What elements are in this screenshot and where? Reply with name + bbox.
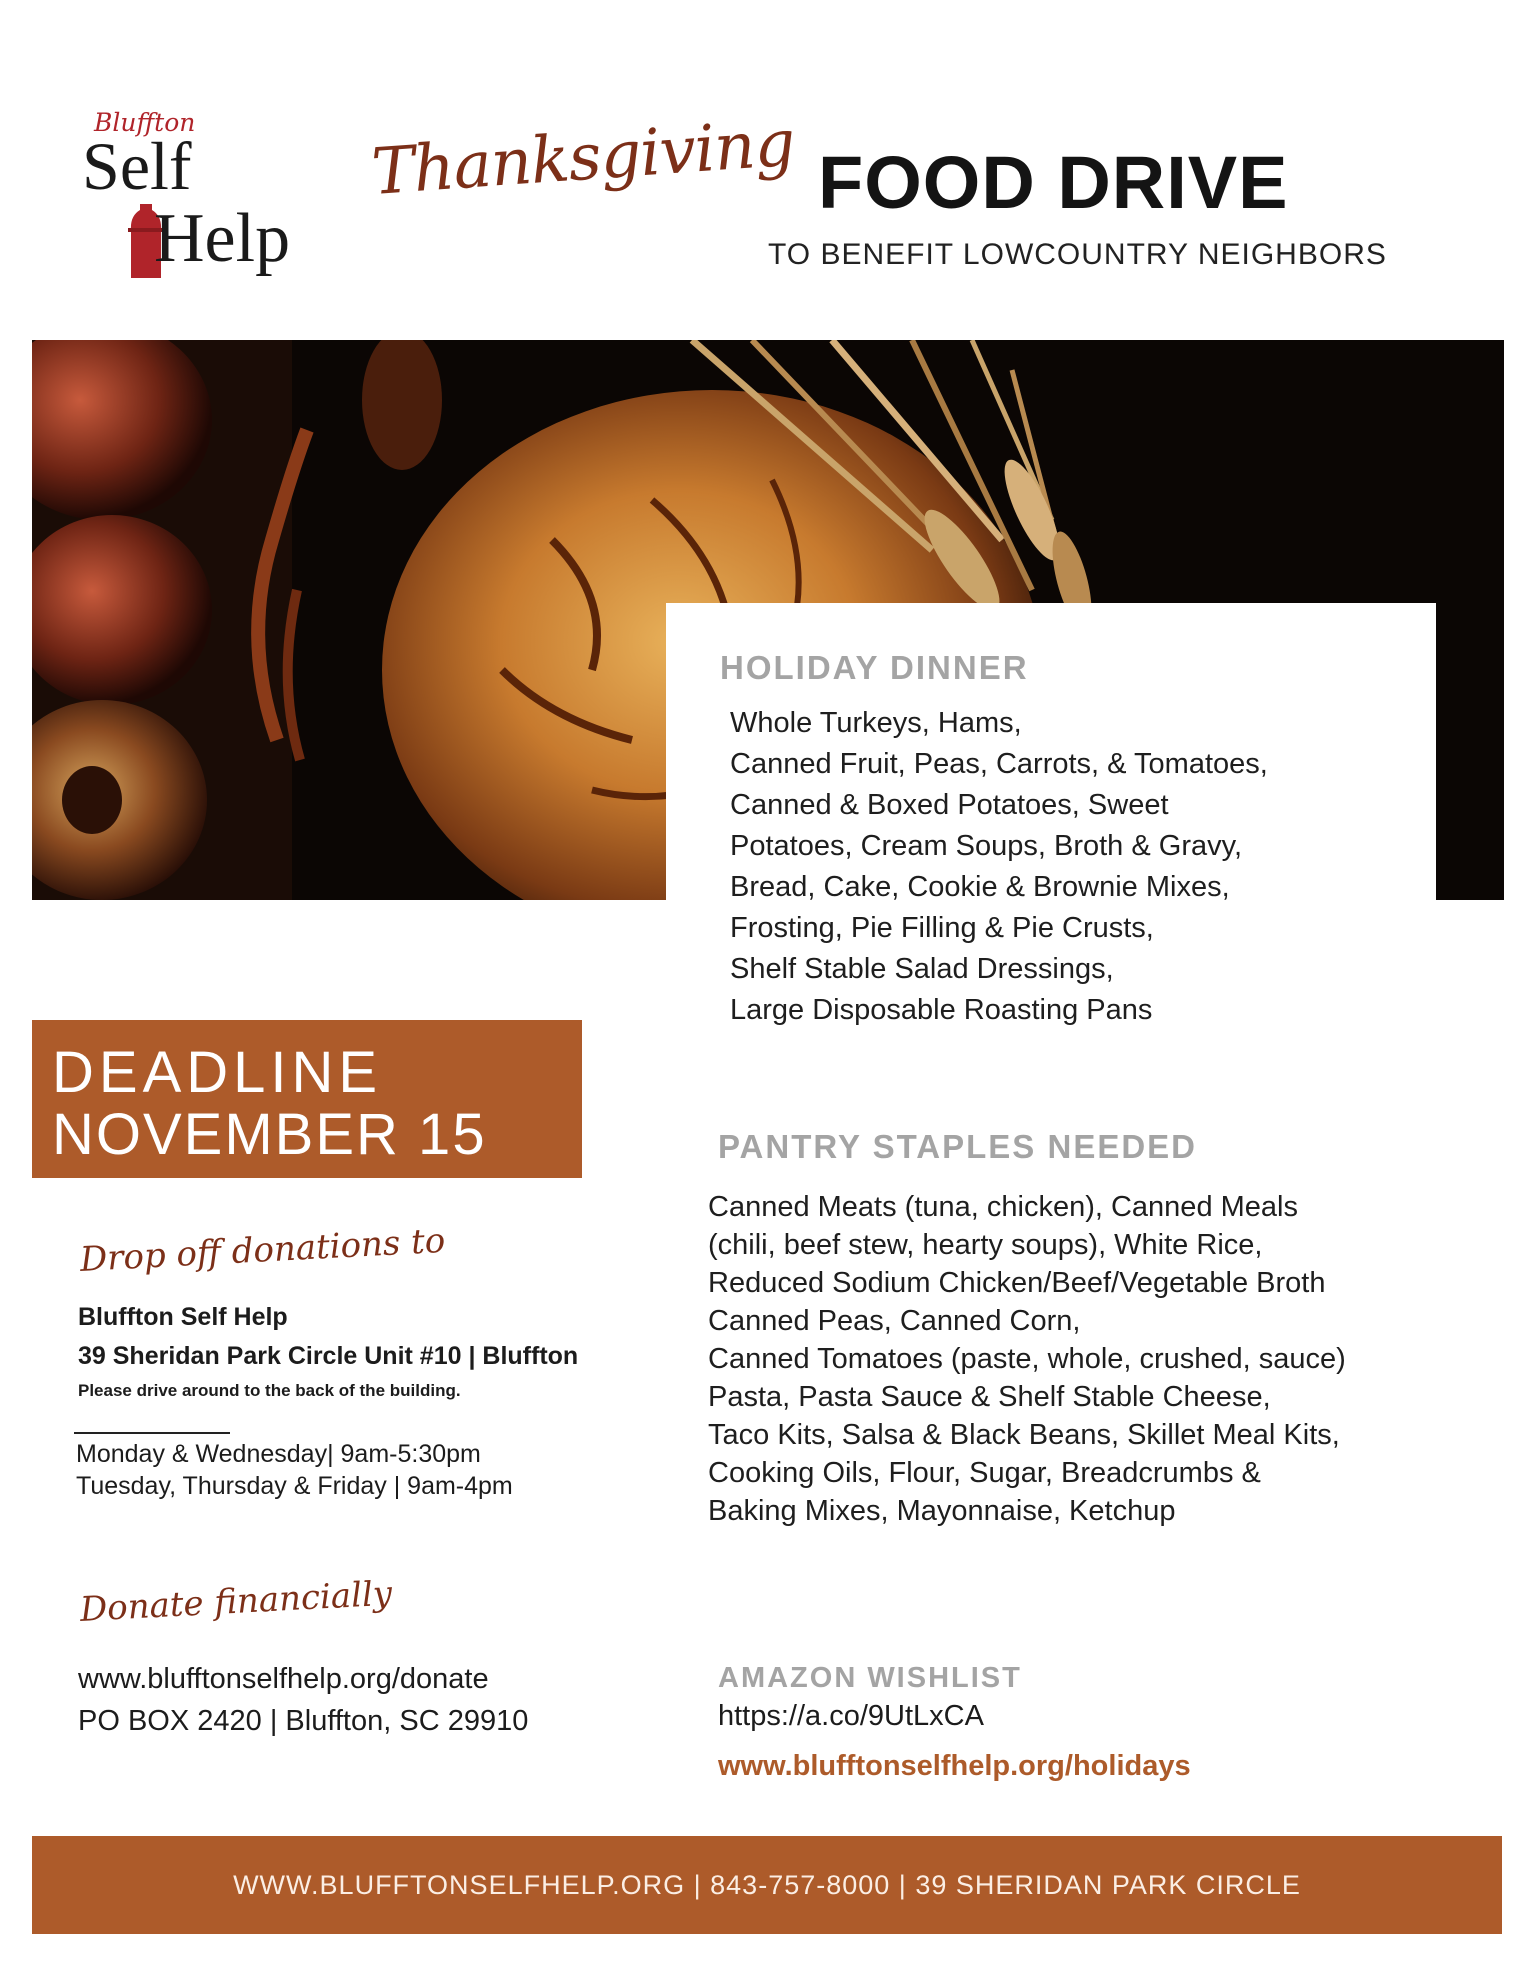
dropoff-address: 39 Sheridan Park Circle Unit #10 | Bluffton (78, 1342, 579, 1370)
pantry-list (708, 1188, 1346, 1530)
pantry-heading: PANTRY STAPLES NEEDED (718, 1128, 1198, 1165)
list-item: (chili, beef stew, hearty soups), White Rice, (708, 1229, 1263, 1261)
list-item: Canned Tomatoes (paste, whole, crushed, sauce) (708, 1343, 1346, 1375)
holidays-link[interactable]: www.blufftonselfhelp.org/holidays (718, 1750, 1191, 1782)
list-item: Canned Peas, Canned Corn, (708, 1305, 1081, 1337)
dropoff-note: Please drive around to the back of the building. (78, 1381, 461, 1400)
list-item: Whole Turkeys, Hams, (730, 707, 1022, 739)
deadline-label: DEADLINE (52, 1040, 383, 1105)
title-script: Thanksgiving (369, 106, 797, 210)
holiday-dinner-list (730, 703, 1268, 1031)
list-item: Shelf Stable Salad Dressings, (730, 953, 1114, 985)
logo-word-self: Self (82, 128, 192, 204)
list-item: Canned Meats (tuna, chicken), Canned Meals (708, 1191, 1298, 1223)
amazon-wishlist-link[interactable]: https://a.co/9UtLxCA (718, 1700, 984, 1732)
footer-contact-text: WWW.BLUFFTONSELFHELP.ORG | 843-757-8000 | 39 SHERIDAN PARK CIRCLE (233, 1869, 1301, 1900)
donate-heading: Donate financially (78, 1573, 393, 1630)
po-box-address: PO BOX 2420 | Bluffton, SC 29910 (78, 1705, 529, 1737)
list-item: Reduced Sodium Chicken/Beef/Vegetable Broth (708, 1267, 1326, 1299)
page-subtitle: TO BENEFIT LOWCOUNTRY NEIGHBORS (768, 238, 1387, 271)
list-item: Pasta, Pasta Sauce & Shelf Stable Cheese, (708, 1381, 1271, 1413)
list-item: Bread, Cake, Cookie & Brownie Mixes, (730, 871, 1230, 903)
page-title: FOOD DRIVE (818, 141, 1289, 224)
holiday-dinner-heading: HOLIDAY DINNER (720, 649, 1029, 686)
logo-script-text: Bluffton (94, 108, 196, 137)
donate-link[interactable]: www.blufftonselfhelp.org/donate (78, 1663, 489, 1695)
logo (82, 108, 342, 288)
hours-line: Monday & Wednesday| 9am-5:30pm (76, 1440, 481, 1468)
logo-word-help: Help (154, 200, 291, 277)
amazon-wishlist-heading: AMAZON WISHLIST (718, 1662, 1022, 1694)
footer-bar (32, 1836, 1502, 1934)
dropoff-heading: Drop off donations to (78, 1220, 447, 1280)
list-item: Cooking Oils, Flour, Sugar, Breadcrumbs & (708, 1457, 1261, 1489)
list-item: Large Disposable Roasting Pans (730, 994, 1153, 1026)
dropoff-org-name: Bluffton Self Help (78, 1303, 288, 1331)
deadline-date: NOVEMBER 15 (52, 1102, 487, 1167)
hours-line: Tuesday, Thursday & Friday | 9am-4pm (76, 1472, 513, 1500)
holiday-dinner-card (666, 603, 1436, 1043)
list-item: Potatoes, Cream Soups, Broth & Gravy, (730, 830, 1243, 862)
list-item: Canned & Boxed Potatoes, Sweet (730, 789, 1169, 821)
list-item: Canned Fruit, Peas, Carrots, & Tomatoes, (730, 748, 1268, 780)
list-item: Baking Mixes, Mayonnaise, Ketchup (708, 1495, 1176, 1527)
list-item: Taco Kits, Salsa & Black Beans, Skillet Meal Kits, (708, 1419, 1340, 1451)
list-item: Frosting, Pie Filling & Pie Crusts, (730, 912, 1154, 944)
deadline-banner (32, 1020, 582, 1178)
divider (74, 1432, 230, 1434)
